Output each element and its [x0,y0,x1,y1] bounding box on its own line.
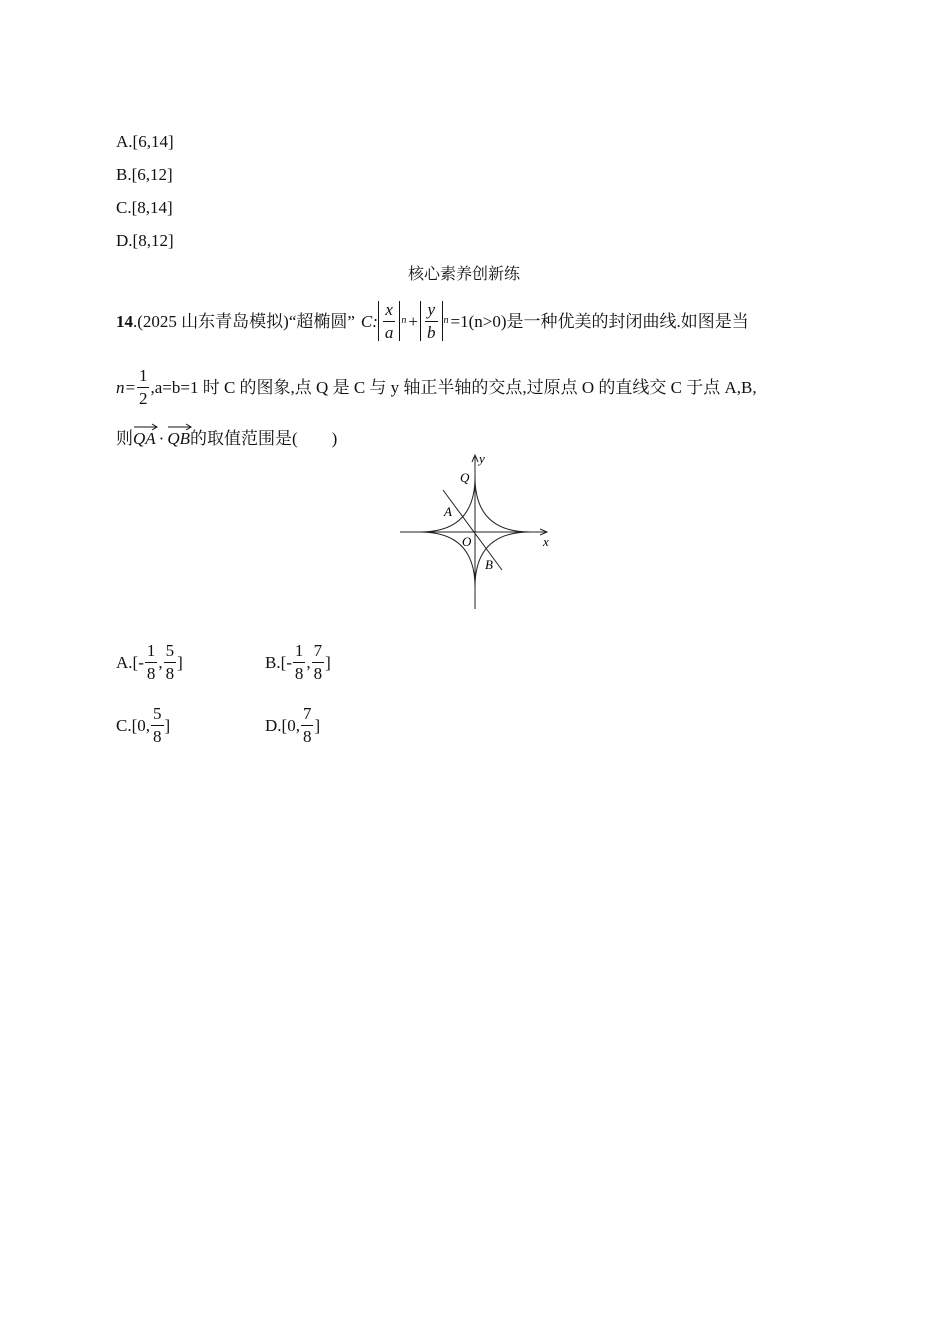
option-b[interactable]: B.[- $\frac{1}{8}$ , $\frac{7}{8}$ ] [265,640,331,683]
question-line-1: 14 .(2025 山东青岛模拟) “超椭圆” C: $\frac{x}{a}$ n + $\frac{y}{b}$ n =1(n>0) 是一种优美的封闭曲线.如图是当 [116,299,749,342]
option-c-prev: C.[8,14] [116,198,173,217]
option-d[interactable]: D.[0, $\frac{7}{8}$ ] [265,703,321,746]
question-line-3: 则 QA · QB的取值范围是( ) [116,430,337,447]
vector-qa: QA [133,430,156,447]
label-y: y [479,452,485,466]
option-b-prev: B.[6,12] [116,165,173,184]
label-b: B [485,557,493,572]
option-d-prev: D.[8,12] [116,231,174,250]
abs-x: $\frac{x}{a}$ [378,301,401,342]
n-label: n= [116,377,136,397]
curve-label: C: [360,311,378,331]
section-heading: 核心素养创新练 [408,264,521,283]
question-line-2: n= $\frac{1}{2}$ ,a=b=1 时 C 的图象,点 Q 是 C 与 y 轴正半轴的交点,过原点 O 的直线交 C 于点 A,B, [116,365,757,408]
option-a-prev: A.[6,14] [116,132,174,151]
question-number: 14 [116,311,133,331]
question-term: “超椭圆” [288,311,355,331]
label-o: O [462,534,472,549]
option-c[interactable]: C.[0, $\frac{5}{8}$ ] [116,703,171,746]
label-q: Q [460,470,470,485]
option-a[interactable]: A.[- $\frac{1}{8}$ , $\frac{5}{8}$ ] [116,640,183,683]
label-x: x [543,534,549,549]
superellipse-figure [395,452,560,614]
line-ab [443,490,502,570]
abs-y: $\frac{y}{b}$ [420,301,443,342]
label-a: A [444,504,452,519]
question-source: .(2025 山东青岛模拟) [133,311,289,331]
question-text-1: 是一种优美的封闭曲线.如图是当 [506,311,749,331]
vector-qb: QB [167,430,190,447]
equation-tail: =1(n>0) [450,311,507,331]
question-text-2: ,a=b=1 时 C 的图象,点 Q 是 C 与 y 轴正半轴的交点,过原点 O 的直线交 C 于点 A,B, [150,377,757,397]
